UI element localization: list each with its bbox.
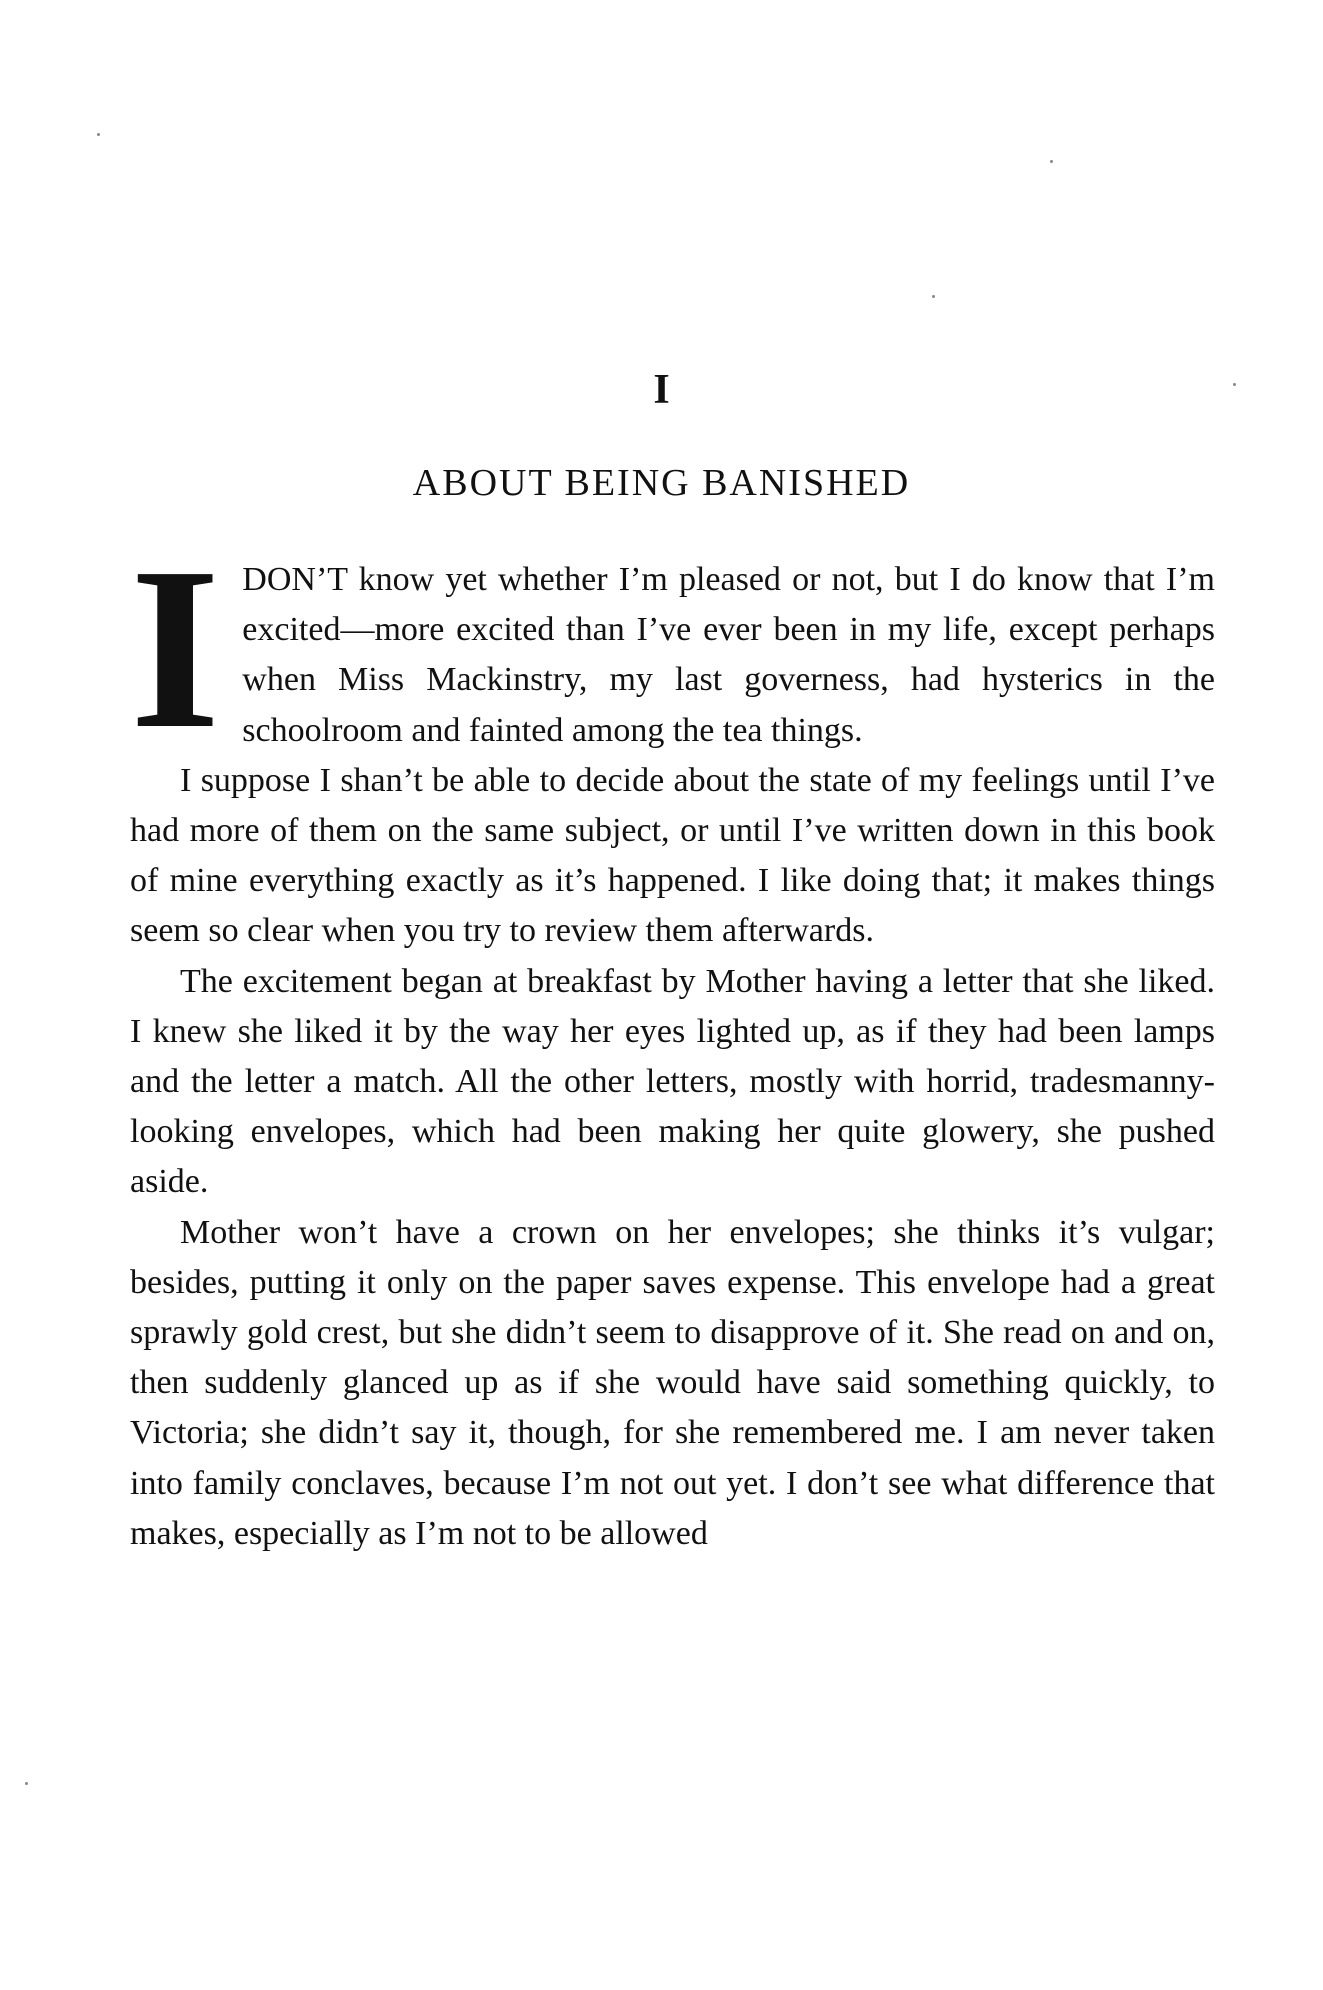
paper-speck [1050,160,1053,163]
chapter-title: ABOUT BEING BANISHED [412,462,911,504]
drop-cap: I [130,520,221,777]
paragraph [130,520,1215,777]
chapter-number: I [653,367,670,413]
paragraph-text: DON’T know yet whether I’m pleased or not, but I do know that I’m excited—more excited than I’ve ever been in my life, except perhaps when Miss Mackinstry, my last governess, had hysterics in the schoolroom and fainted among the tea things. [242,561,1215,749]
paper-speck [932,295,935,298]
chapter-body [130,520,1215,1559]
paper-speck [97,133,100,136]
paper-speck [25,1782,28,1785]
paragraph: Mother won’t have a crown on her envelopes; she thinks it’s vulgar; besides, putting it only on the paper saves expense. This envelope had a great sprawly gold crest, but she didn’t seem to disapprove of it. She read on and on, then suddenly glanced up as if she would have said something quickly, to Victoria; she didn’t say it, though, for she remembered me. I am never taken into family conclaves, because I’m not out yet. I don’t see what difference that makes, especially as I’m not to be allowed [130,1213,1215,1552]
paragraph: I suppose I shan’t be able to decide about the state of my feelings until I’ve had more of them on the same subject, or until I’ve written down in this book of mine everything exactly as it’s happened. I like doing that; it makes things seem so clear when you try to review them afterwards. [130,761,1215,950]
paragraph: The excitement began at breakfast by Mother having a letter that she liked. I knew she liked it by the way her eyes lighted up, as if they had been lamps and the letter a match. All the other letters, mostly with horrid, tradesmanny-looking envelopes, which had been making her quite glowery, she pushed aside. [130,962,1215,1201]
